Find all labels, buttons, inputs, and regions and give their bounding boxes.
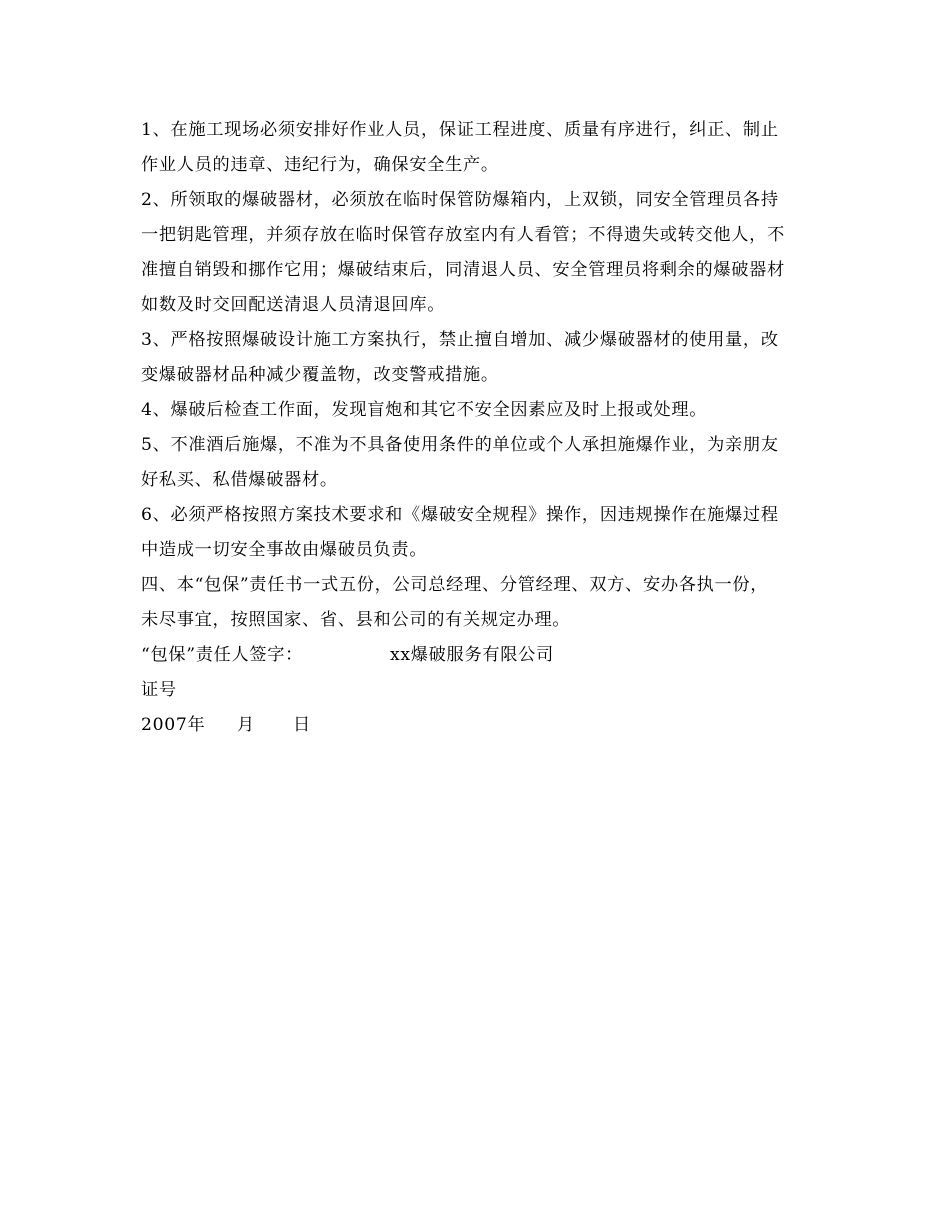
date-month: 月 [237,715,255,735]
text-line: 2、所领取的爆破器材，必须放在临时保管防爆箱内，上双锁，同安全管理员各持 [141,190,779,210]
clause-6 [141,498,813,568]
signature-label: “包保”责任人签字： [141,645,304,665]
company-name: xx爆破服务有限公司 [390,645,554,665]
clause-5 [141,428,813,498]
text-line: 一把钥匙管理，并须存放在临时保管存放室内有人看管；不得遗失或转交他人，不 [141,225,785,245]
clause-1 [141,113,813,183]
clause-3 [141,323,813,393]
text-line: 3、严格按照爆破设计施工方案执行，禁止擅自增加、减少爆破器材的使用量，改 [141,330,779,350]
text-line: 5、不准酒后施爆，不准为不具备使用条件的单位或个人承担施爆作业，为亲朋友 [141,435,779,455]
text-line: 4、爆破后检查工作面，发现盲炮和其它不安全因素应及时上报或处理。 [141,400,708,420]
clause-4 [141,393,813,428]
date-line [141,708,813,743]
text-line: 变爆破器材品种减少覆盖物，改变警戒措施。 [141,365,499,385]
certificate-line [141,673,813,708]
section-four-copies [141,568,813,638]
document-body [141,113,813,743]
text-line: 1、在施工现场必须安排好作业人员，保证工程进度、质量有序进行，纠正、制止 [141,120,779,140]
text-line: 中造成一切安全事故由爆破员负责。 [141,540,428,560]
text-line: 未尽事宜，按照国家、省、县和公司的有关规定办理。 [141,610,571,630]
certificate-label: 证号 [141,680,177,700]
date-year: 2007年 [141,715,206,735]
text-line: 准擅自销毁和挪作它用；爆破结束后，同清退人员、安全管理员将剩余的爆破器材 [141,260,785,280]
signature-line [141,638,813,673]
text-line: 6、必须严格按照方案技术要求和《爆破安全规程》操作，因违规操作在施爆过程 [141,505,779,525]
date-day: 日 [293,715,311,735]
text-line: 四、本“包保”责任书一式五份，公司总经理、分管经理、双方、安办各执一份， [141,575,769,595]
clause-2 [141,183,813,323]
text-line: 好私买、私借爆破器材。 [141,470,338,490]
text-line: 如数及时交回配送清退人员清退回库。 [141,295,446,315]
text-line: 作业人员的违章、违纪行为，确保安全生产。 [141,155,499,175]
